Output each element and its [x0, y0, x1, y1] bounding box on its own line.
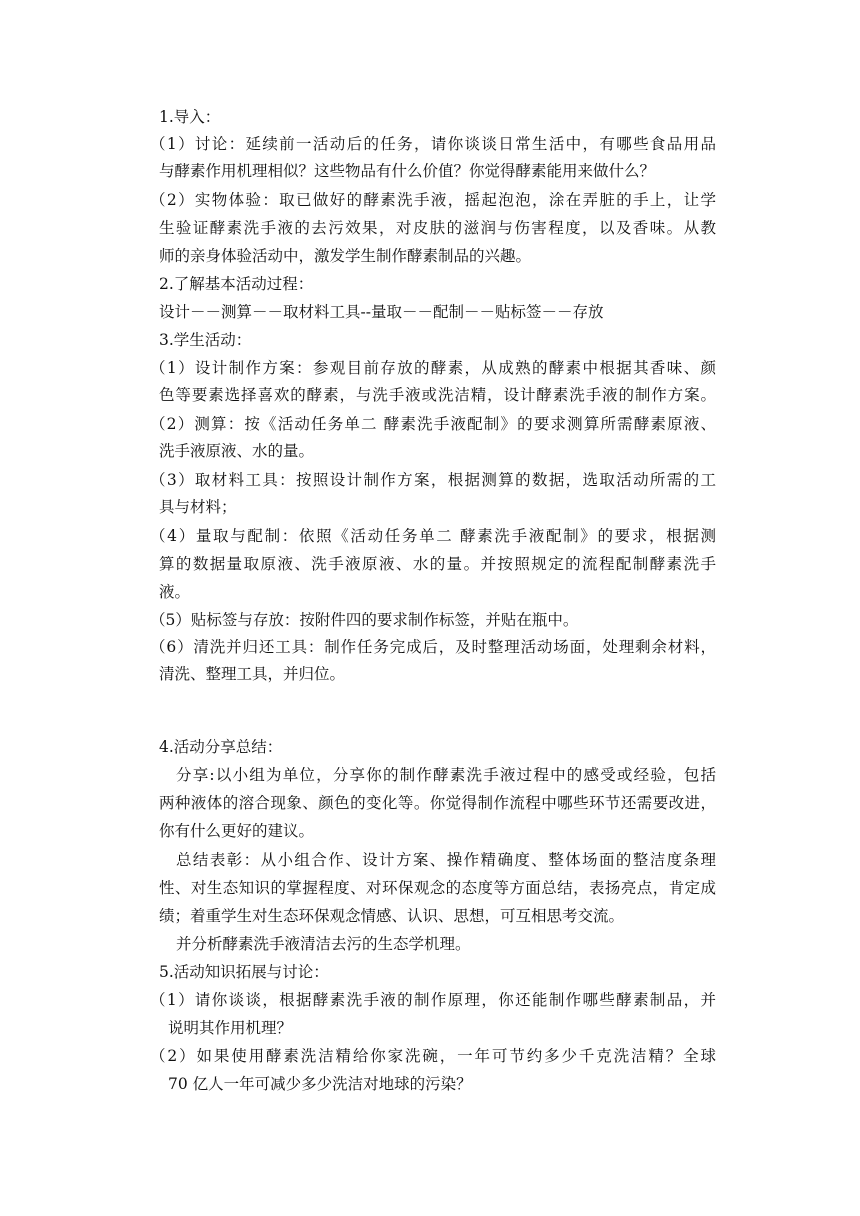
- text-line-s1a: （1）设计制作方案：参观目前存放的酵素，从成熟的酵素中根据其香味、颜: [150, 359, 716, 377]
- text-line-s6b: 清洗、整理工具，并归位。: [159, 665, 346, 683]
- text-line-h2: 2.了解基本活动过程：: [159, 275, 314, 293]
- text-line-p2b: 生验证酵素洗手液的去污效果，对皮肤的滋润与伤害程度，以及香味。从教: [159, 219, 716, 237]
- text-line-d1b: 说明其作用机理？: [168, 1019, 293, 1037]
- text-line-p2a: （2）实物体验：取已做好的酵素洗手液，摇起泡泡，涂在弄脏的手上，让学: [150, 191, 716, 209]
- text-line-p1a: （1）讨论：延续前一活动后的任务，请你谈谈日常生活中，有哪些食品用品: [150, 135, 716, 153]
- text-line-s4a: （4）量取与配制：依照《活动任务单二 酵素洗手液配制》的要求，根据测: [150, 527, 716, 545]
- text-line-s4b: 算的数据量取原液、洗手液原液、水的量。并按照规定的流程配制酵素洗手: [159, 555, 716, 573]
- text-line-s3a: （3）取材料工具：按照设计制作方案，根据测算的数据，选取活动所需的工: [150, 471, 716, 489]
- text-line-d2a: （2）如果使用酵素洗洁精给你家洗碗，一年可节约多少千克洗洁精？全球: [150, 1047, 716, 1065]
- text-line-s3b: 具与材料；: [159, 498, 237, 516]
- text-line-t3: 并分析酵素洗手液清洁去污的生态学机理。: [176, 935, 471, 953]
- text-line-h4: 4.活动分享总结：: [159, 738, 283, 756]
- text-line-d2b: 70 亿人一年可减少多少洗洁对地球的污染？: [168, 1075, 472, 1093]
- text-line-d1a: （1）请你谈谈，根据酵素洗手液的制作原理，你还能制作哪些酵素制品，并: [150, 991, 716, 1009]
- text-line-t1b: 两种液体的溶合现象、颜色的变化等。你觉得制作流程中哪些环节还需要改进，: [159, 794, 716, 812]
- text-line-h3: 3.学生活动：: [159, 331, 252, 349]
- text-line-t1a: 分享:以小组为单位，分享你的制作酵素洗手液过程中的感受或经验，包括: [176, 766, 716, 784]
- text-line-h5: 5.活动知识拓展与讨论：: [159, 963, 329, 981]
- text-line-s2a: （2）测算：按《活动任务单二 酵素洗手液配制》的要求测算所需酵素原液、: [150, 415, 716, 433]
- text-line-h1: 1.导入：: [159, 108, 221, 126]
- text-line-t2b: 性、对生态知识的掌握程度、对环保观念的态度等方面总结，表扬亮点，肯定成: [159, 879, 716, 897]
- text-line-s2b: 洗手液原液、水的量。: [159, 442, 315, 460]
- text-line-p2c: 师的亲身体验活动中，激发学生制作酵素制品的兴趣。: [159, 247, 532, 265]
- text-line-flow: 设计－－测算－－取材料工具--量取－－配制－－贴标签－－存放: [159, 303, 604, 321]
- text-line-s5: （5）贴标签与存放：按附件四的要求制作标签，并贴在瓶中。: [150, 611, 579, 629]
- text-line-t1c: 你有什么更好的建议。: [159, 822, 315, 840]
- text-line-s6a: （6）清洗并归还工具：制作任务完成后，及时整理活动场面，处理剩余材料，: [150, 638, 716, 656]
- text-line-p1b: 与酵素作用机理相似？这些物品有什么价值？你觉得酵素能用来做什么？: [159, 162, 656, 180]
- text-line-t2a: 总结表彰：从小组合作、设计方案、操作精确度、整体场面的整洁度条理: [176, 851, 716, 869]
- text-line-s4c: 液。: [159, 583, 191, 601]
- text-line-t2c: 绩；着重学生对生态环保观念情感、认识、思想，可互相思考交流。: [159, 907, 625, 925]
- text-line-s1b: 色等要素选择喜欢的酵素，与洗手液或洗洁精，设计酵素洗手液的制作方案。: [159, 386, 716, 404]
